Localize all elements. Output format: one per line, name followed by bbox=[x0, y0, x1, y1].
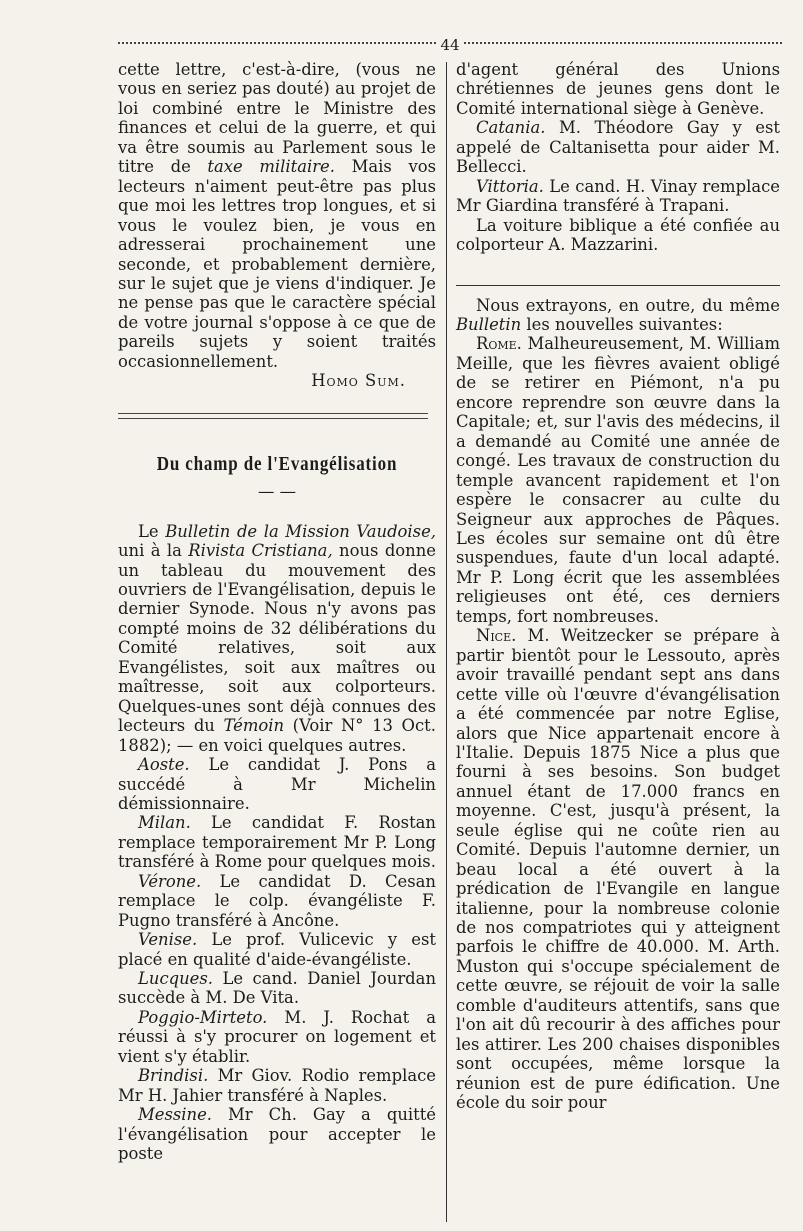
signature: Homo Sum. bbox=[311, 371, 406, 391]
header-ornament-right bbox=[464, 42, 782, 50]
right-column bbox=[456, 60, 780, 1113]
intro-paragraph: Le Bulletin de la Mission Vaudoise, uni à la Rivista Cristiana, nous donne un tableau du mouvement des ouvriers de l'Evangélisation, depuis le dernier Synode. Nous n'y avons pas compté moins de 32 délibérations du Comité relatives, soit aux Evangélistes, soit aux maîtres ou maîtresse, soit aux colporteurs. Quelques-unes sont déjà connues des lecteurs du Témoin (Voir N° 13 Oct. 1882); — en voici quelques autres. bbox=[118, 521, 436, 755]
separator-rule-2 bbox=[118, 418, 428, 419]
letter-paragraph: cette lettre, c'est-à-dire, (vous ne vous en seriez pas douté) au projet de loi combiné entre le Ministre des finances et celui de la guerre, et qui va être soumis au Parlement sous le titre de taxe militaire. Mais vos lecteurs n'aiment peut-être pas plus que moi les lettres trop longues, et si vous le voulez bien, je vous en adresserai prochainement une seconde, et probablement dernière, sur le sujet que je viens d'indiquer. Je ne pense pas que le caractère spécial de votre journal s'oppose à ce que de pareils sujets y soient traités occasionnellement. bbox=[118, 60, 436, 371]
item-venise: Venise. Le prof. Vulicevic y est placé en qualité d'aide-évangéliste. bbox=[118, 930, 436, 969]
continuation-paragraph: d'agent général des Unions chrétiennes de jeunes gens dont le Comité international siège à Genève. bbox=[456, 60, 780, 118]
separator-rule-right bbox=[456, 285, 780, 286]
nice-paragraph: Nice. M. Weitzecker se prépare à partir bientôt pour le Lessouto, après avoir travaillé pendant sept ans dans cette ville où l'œuvre d'évangélisation a été commencée par notre Eglise, alors que Nice appartenait encore à l'Italie. Depuis 1875 Nice a plus que fourni à ses besoins. Son budget annuel étant de 17.000 francs en moyenne. C'est, jusqu'à présent, la seule église qui ne coûte rien au Comité. Depuis l'automne dernier, un beau local a été ouvert à la prédication de l'Evangile en langue italienne, pour la nombreuse colonie de nos compatriotes qui y atteignent parfois le chiffre de 40.000. M. Arth. Muston qui s'occupe spécialement de cette œuvre, se réjouit de voir la salle comble d'auditeurs attentifs, sans que l'on ait dû recourir à des affiches pour les attirer. Les 200 chaises disponibles sont occupées, même lorsque la réunion est de pure édification. Une école du soir pour bbox=[456, 626, 780, 1113]
nice-heading: Nice. bbox=[476, 626, 517, 646]
separator-rule bbox=[118, 413, 428, 414]
item-vittoria: Vittoria. Le cand. H. Vinay remplace Mr Giardina transféré à Trapani. bbox=[456, 176, 780, 216]
section-dash: — — bbox=[258, 482, 296, 502]
item-verone: Vérone. Le candidat D. Cesan remplace le colp. évangéliste F. Pugno transféré à Ancône. bbox=[118, 871, 436, 930]
header-ornament-left bbox=[118, 42, 436, 50]
item-brindisi: Brindisi. Mr Giov. Rodio remplace Mr H. Jahier transféré à Naples. bbox=[118, 1066, 436, 1105]
item-messine: Messine. Mr Ch. Gay a quitté l'évangélisation pour accepter le poste bbox=[118, 1105, 436, 1164]
column-divider bbox=[446, 62, 447, 1222]
rome-heading: Rome. bbox=[476, 334, 522, 354]
item-aoste: Aoste. Le candidat J. Pons a succédé à Mr Michelin démissionnaire. bbox=[118, 755, 436, 813]
item-milan: Milan. Le candidat F. Rostan remplace temporairement Mr P. Long transféré à Rome pour quelques mois. bbox=[118, 813, 436, 872]
page-number: 44 bbox=[440, 36, 460, 54]
section-title: Du champ de l'Evangélisation bbox=[156, 452, 398, 475]
extract-paragraph: Nous extrayons, en outre, du même Bulletin les nouvelles suivantes: bbox=[456, 295, 780, 334]
item-catania: Catania. M. Théodore Gay y est appelé de Caltanisetta pour aider M. Bellecci. bbox=[456, 118, 780, 177]
voiture-paragraph: La voiture biblique a été confiée au colporteur A. Mazzarini. bbox=[456, 215, 780, 255]
item-poggio-mirteto: Poggio-Mirteto. M. J. Rochat a réussi à s'y procurer on logement et vient s'y établir. bbox=[118, 1007, 436, 1066]
page-header bbox=[118, 34, 782, 56]
left-column bbox=[118, 60, 436, 1164]
item-lucques: Lucques. Le cand. Daniel Jourdan succède à M. De Vita. bbox=[118, 969, 436, 1008]
rome-paragraph: Rome. Malheureusement, M. William Meille, que les fièvres avaient obligé de se retirer en Piémont, n'a pu encore reprendre son œuvre dans la Capitale; et, sur l'avis des médecins, il a demandé au Comité une année de congé. Les travaux de construction du temple avancent rapidement et l'on espère le consacrer au culte du Seigneur aux approches de Pâques. Les écoles sur semaine ont dû être suspendues, faute d'un local adapté. Mr P. Long écrit que les assemblées religieuses ont été, ces derniers temps, fort nombreuses. bbox=[456, 334, 780, 626]
